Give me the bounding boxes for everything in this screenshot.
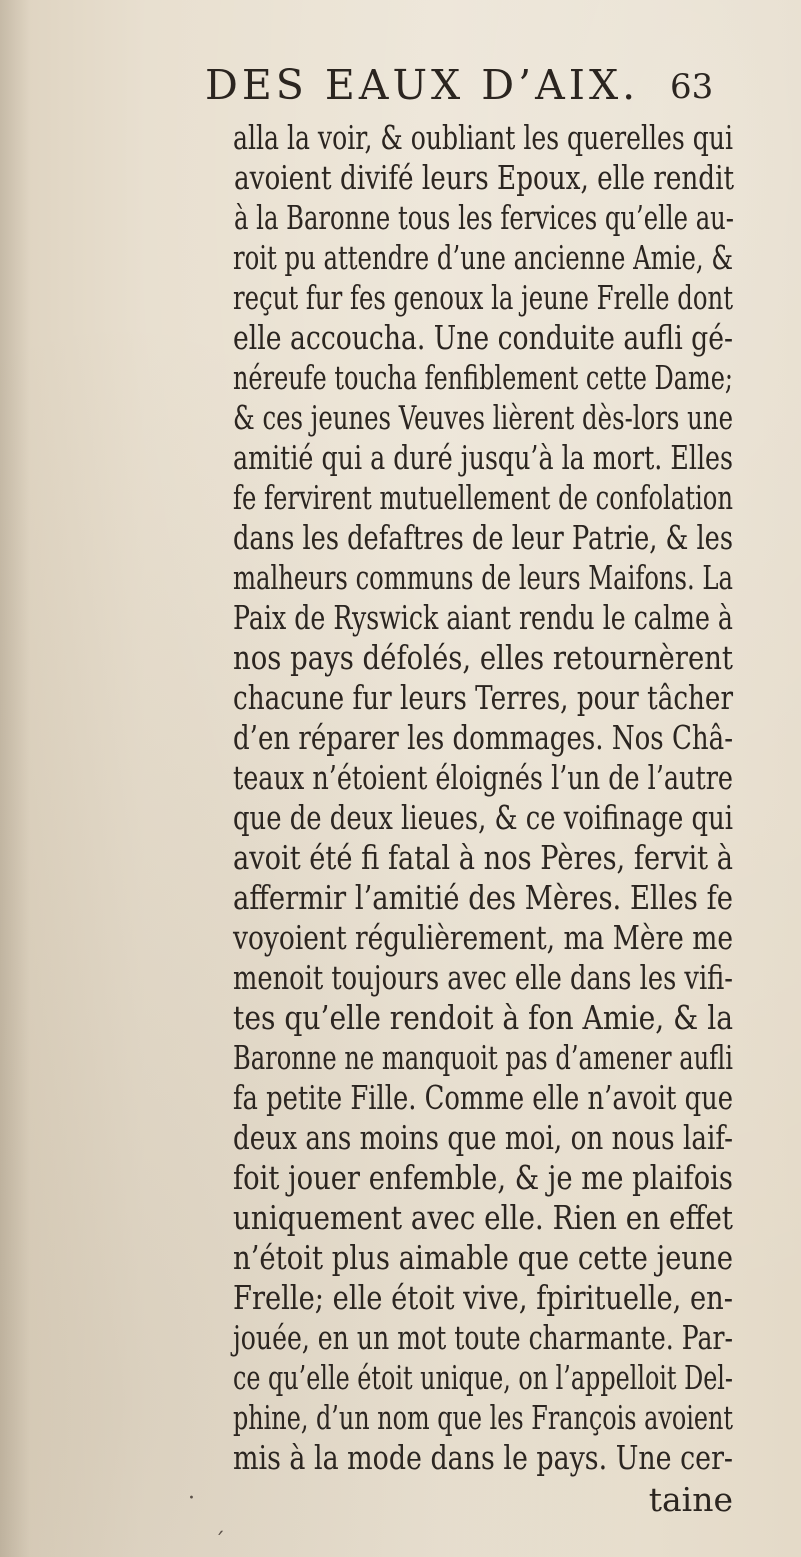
text-line: n’étoit plus aimable que cette jeune <box>233 1238 733 1277</box>
text-line: dans les defaftres de leur Patrie, & les <box>233 518 733 557</box>
text-line: néreufe toucha fenfiblement cette Dame; <box>233 358 733 397</box>
text-line: & ces jeunes Veuves lièrent dès-lors une <box>233 398 733 437</box>
text-line: à la Baronne tous les fervices qu’elle au- <box>234 198 734 237</box>
text-line: elle accoucha. Une conduite aufli gé- <box>233 318 733 357</box>
text-line: fa petite Fille. Comme elle n’avoit que <box>233 1078 733 1117</box>
text-line: jouée, en un mot toute charmante. Par- <box>233 1318 733 1357</box>
text-line: tes qu’elle rendoit à fon Amie, & la <box>233 998 733 1037</box>
page-header <box>205 60 725 110</box>
paper-speck-icon: ˊ <box>214 1530 225 1555</box>
text-line: chacune fur leurs Terres, pour tâcher <box>233 678 733 717</box>
text-line: amitié qui a duré jusqu’à la mort. Elles <box>233 438 733 477</box>
text-line: Frelle; elle étoit vive, fpirituelle, en- <box>233 1278 733 1317</box>
paper-speck-icon: · <box>188 1486 195 1511</box>
running-title: DES EAUX D’AIX. <box>205 61 640 109</box>
text-line: que de deux lieues, & ce voifinage qui <box>233 798 733 837</box>
text-line: alla la voir, & oubliant les querelles qui <box>233 118 733 157</box>
text-line: ce qu’elle étoit unique, on l’appelloit Del- <box>233 1358 733 1397</box>
text-line: reçut fur fes genoux la jeune Frelle dont <box>233 278 733 317</box>
catchword: taine <box>648 1480 733 1519</box>
text-line: teaux n’étoient éloignés l’un de l’autre <box>233 758 733 797</box>
text-line: deux ans moins que moi, on nous laif- <box>233 1118 733 1157</box>
text-line: fe fervirent mutuellement de confolation <box>233 478 733 517</box>
text-line: avoient divifé leurs Epoux, elle rendit <box>234 158 734 197</box>
text-line: d’en réparer les dommages. Nos Châ- <box>233 718 733 757</box>
text-line: Paix de Ryswick aiant rendu le calme à <box>233 598 733 637</box>
text-line: affermir l’amitié des Mères. Elles fe <box>233 878 733 917</box>
text-line: Baronne ne manquoit pas d’amener aufli <box>233 1038 733 1077</box>
text-line: nos pays défolés, elles retournèrent <box>233 638 733 677</box>
text-line: phine, d’un nom que les François avoient <box>233 1398 733 1437</box>
text-line: malheurs communs de leurs Maifons. La <box>233 558 733 597</box>
gutter-shadow <box>0 0 30 1557</box>
text-line: roit pu attendre d’une ancienne Amie, & <box>233 238 733 277</box>
text-line: foit jouer enfemble, & je me plaifois <box>233 1158 733 1197</box>
page-number: 63 <box>670 67 714 107</box>
text-line: avoit été fi fatal à nos Pères, fervit à <box>233 838 733 877</box>
text-line: mis à la mode dans le pays. Une cer- <box>233 1438 733 1477</box>
text-line: uniquement avec elle. Rien en effet <box>233 1198 733 1237</box>
text-line: menoit toujours avec elle dans les vifi- <box>233 958 733 997</box>
text-line: voyoient régulièrement, ma Mère me <box>233 918 733 957</box>
